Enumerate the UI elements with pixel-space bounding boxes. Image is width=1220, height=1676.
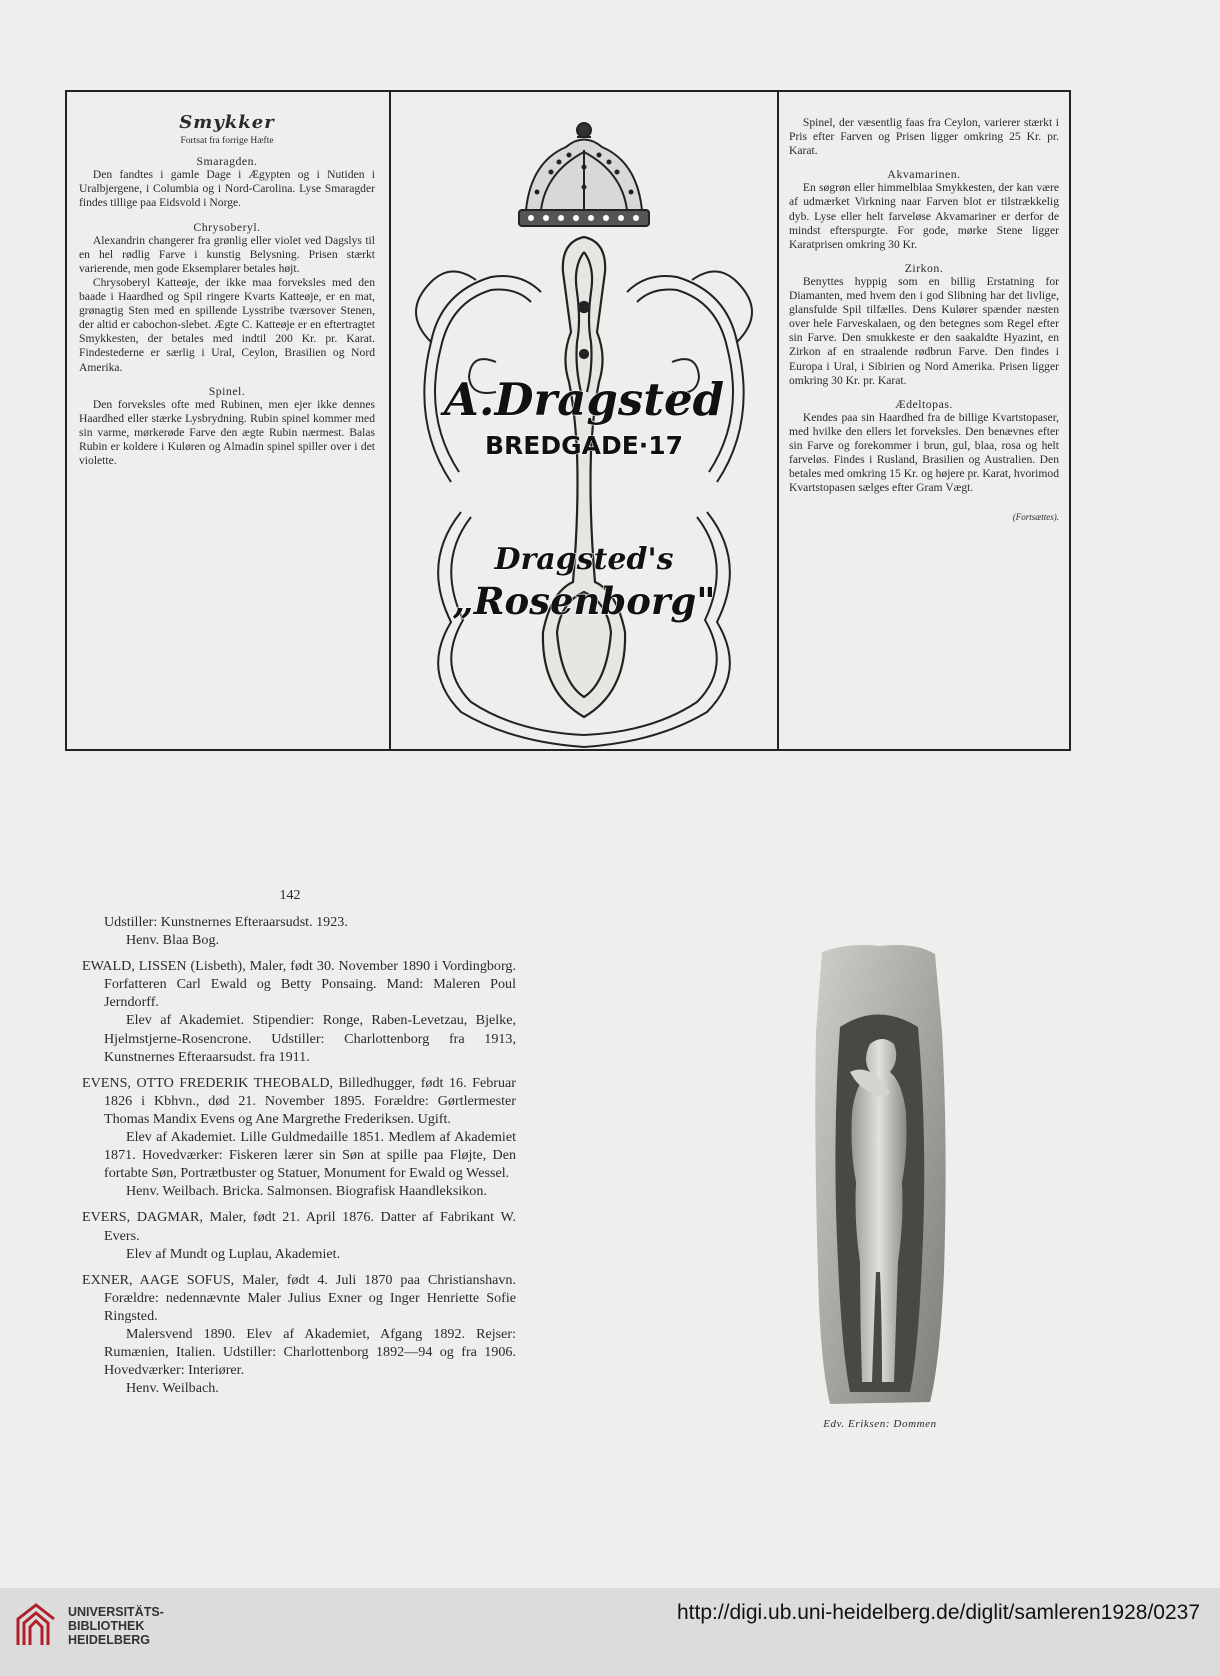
column-divider	[777, 92, 779, 749]
section-paragraph: Spinel, der væsentlig faas fra Ceylon, varierer stærkt i Pris efter Farven og Prisen ligger omkring 25 Kr. pr. Karat.	[789, 116, 1059, 158]
crown-ornament	[519, 123, 649, 226]
biography-paragraph: Henv. Weilbach. Bricka. Salmonsen. Biografisk Haandleksikon.	[126, 1183, 487, 1200]
section-heading: Chrysoberyl.	[193, 219, 261, 234]
biography-text	[82, 913, 516, 1397]
library-name-line: BIBLIOTHEK	[68, 1619, 145, 1633]
biography-line: Udstiller: Kunstnernes Efteraarsudst. 1923.	[104, 914, 348, 930]
biography-entry-heading: EXNER, AAGE SOFUS, Maler, født 4. Juli 1870 paa Christianshavn. Forældre: nedennævnte Maler Julius Exner og Inger Henriette Sofie Ringsted.	[82, 1271, 516, 1324]
spoon-ornament	[391, 92, 777, 749]
section-heading: Ædeltopas.	[895, 396, 953, 411]
sculpture-image	[810, 942, 950, 1412]
biography-entry-heading: EVENS, OTTO FREDERIK THEOBALD, Billedhugger, født 16. Februar 1826 i Kbhvn., død 21. November 1895. Forældre: Gørtlermester Thomas Mandix Evens og Ane Margrethe Frederiksen. Ugift.	[82, 1074, 516, 1127]
section-paragraph: Den forveksles ofte med Rubinen, men ejer ikke dennes Haardhed eller stærke Lysbrydning. Rubin spinel kommer med sin varme, mørkerøde Farve den ægte Rubin nærmest. Balas Rubin er koldere i Kuløren og Almadin spinel spiller over i det violette.	[79, 397, 375, 468]
biography-entry-heading: EWALD, LISSEN (Lisbeth), Maler, født 30. November 1890 i Vordingborg. Forfatteren Carl Ewald og Betty Ponsaing. Mand: Maleren Poul Jerndorff.	[82, 958, 516, 1011]
section-paragraph: Den fandtes i gamle Dage i Ægypten og i Nutiden i Uralbjergene, i Columbia og i Nord-Carolina. Lyse Smaragder findes tillige paa Eidsvold i Norge.	[79, 168, 375, 210]
page-number: 142	[279, 888, 301, 903]
section-heading: Akvamarinen.	[887, 167, 961, 182]
product-name-line2: „Rosenborg"	[452, 579, 716, 623]
section-paragraph: Benyttes hyppig som en billig Erstatning for Diamanten, med hvem den i god Slibning har det livlige, glansfulde Spil tilfælles. Dens Kulører spænder næsten over hele Farveskalaen, og den betegnes som Regel efter sin Farve. Den smukkeste er den saakaldte Hyazint, en Zirkon af en straalende rødbrun Farve. Den findes i Europa i Ural, i Sibirien og Nord Amerika. Prisen ligger omkring 30 Kr. pr. Karat.	[789, 274, 1059, 387]
biography-entry-heading: EVERS, DAGMAR, Maler, født 21. April 1876. Datter af Fabrikant W. Evers.	[82, 1209, 516, 1244]
library-name-line: UNIVERSITÄTS-	[68, 1605, 164, 1619]
section-heading: Zirkon.	[904, 260, 944, 275]
product-name-line1: Dragsted's	[494, 542, 674, 577]
biography-paragraph: Elev af Akademiet. Lille Guldmedaille 1851. Medlem af Akademiet 1871. Hovedværker: Fiskeren lærer sin Søn at spille paa Fløjte, Den fortabte Søn, Portrætbuster og Statuer, Monument for Ewald og Wessel.	[104, 1129, 516, 1182]
smykker-title: Smykker	[179, 112, 275, 133]
advertisement-box	[65, 90, 1071, 751]
biography-paragraph: Elev af Mundt og Luplau, Akademiet.	[126, 1245, 341, 1262]
library-name[interactable]	[68, 1605, 164, 1647]
sculpture-photo	[810, 942, 950, 1412]
section-heading: Spinel.	[208, 383, 246, 398]
spoon-ornament	[543, 237, 625, 717]
section-paragraph: Chrysoberyl Katteøje, der ikke maa forveksles med den baade i Haardhed og Spil ringere Kvarts Katteøje, er en mat, grønagtig Sten med en spillende Lysstribe tværsover Stenen, der altid er cabochon-slebet. Ægte C. Katteøje er en eftertragtet Smykkesten, der betales med indtil 200 Kr. pr. Karat. Findestederne er særlig i Ural, Ceylon, Brasilien og Nord Amerika.	[79, 275, 375, 374]
dragsted-advertisement	[391, 92, 777, 749]
library-name-line: HEIDELBERG	[68, 1633, 150, 1647]
biography-paragraph: Elev af Akademiet. Stipendier: Ronge, Raben-Levetzau, Bjelke, Hjelmstjerne-Rosencrone. Udstiller: Charlottenborg fra 1913, Kunstnernes Efteraarsudst. fra 1911.	[104, 1012, 516, 1065]
section-heading: Smaragden.	[196, 154, 258, 169]
section-paragraph: Alexandrin changerer fra grønlig eller violet ved Dagslys til en hel rødlig Farve i kunstig Belysning. Prisen stærkt varierende, men gode Eksemplarer betales højt.	[79, 233, 375, 275]
firm-name: A.Dragsted	[443, 373, 725, 426]
section-paragraph: Kendes paa sin Haardhed fra de billige Kvartstopaser, med hvilke den ellers let forveksles. Den benævnes efter sin Farve og forekommer i brun, gul, blaa, rosa og helt farveløs. Findes i Rusland, Brasilien og Australien. Den betales med omkring 15 Kr. og højere pr. Karat, hvorimod Kvartstopasen sælges efter Gram Vægt.	[789, 410, 1059, 495]
continued-note: (Fortsættes).	[1012, 512, 1059, 523]
university-logo-icon	[14, 1601, 58, 1651]
biography-paragraph: Henv. Weilbach.	[126, 1380, 219, 1397]
smykker-column	[79, 112, 375, 477]
gemstone-column	[789, 116, 1059, 524]
biography-line: Henv. Blaa Bog.	[126, 932, 220, 949]
continued-note: Fortsat fra forrige Hæfte	[180, 136, 274, 147]
biography-paragraph: Malersvend 1890. Elev af Akademiet, Afgang 1892. Rejser: Rumænien, Italien. Udstiller: Charlottenborg 1892—94 og fra 1906. Hovedværker: Interiører.	[104, 1325, 516, 1379]
section-paragraph: En søgrøn eller himmelblaa Smykkesten, der kan være af udmærket Virkning naar Farven blot er tilstrækkelig dyb. Lyse eller helt farveløse Akvamariner er derfor de mindst efterspurgte. For gode, mørke Stene ligger Karatprisen omkring 30 Kr.	[789, 181, 1059, 251]
firm-address: BREDGADE·17	[484, 431, 684, 460]
document-url-link[interactable]: http://digi.ub.uni-heidelberg.de/diglit/samleren1928/0237	[676, 1601, 1200, 1624]
university-logo-icon[interactable]	[14, 1601, 58, 1651]
photo-caption: Edv. Eriksen: Dommen	[823, 1418, 937, 1430]
